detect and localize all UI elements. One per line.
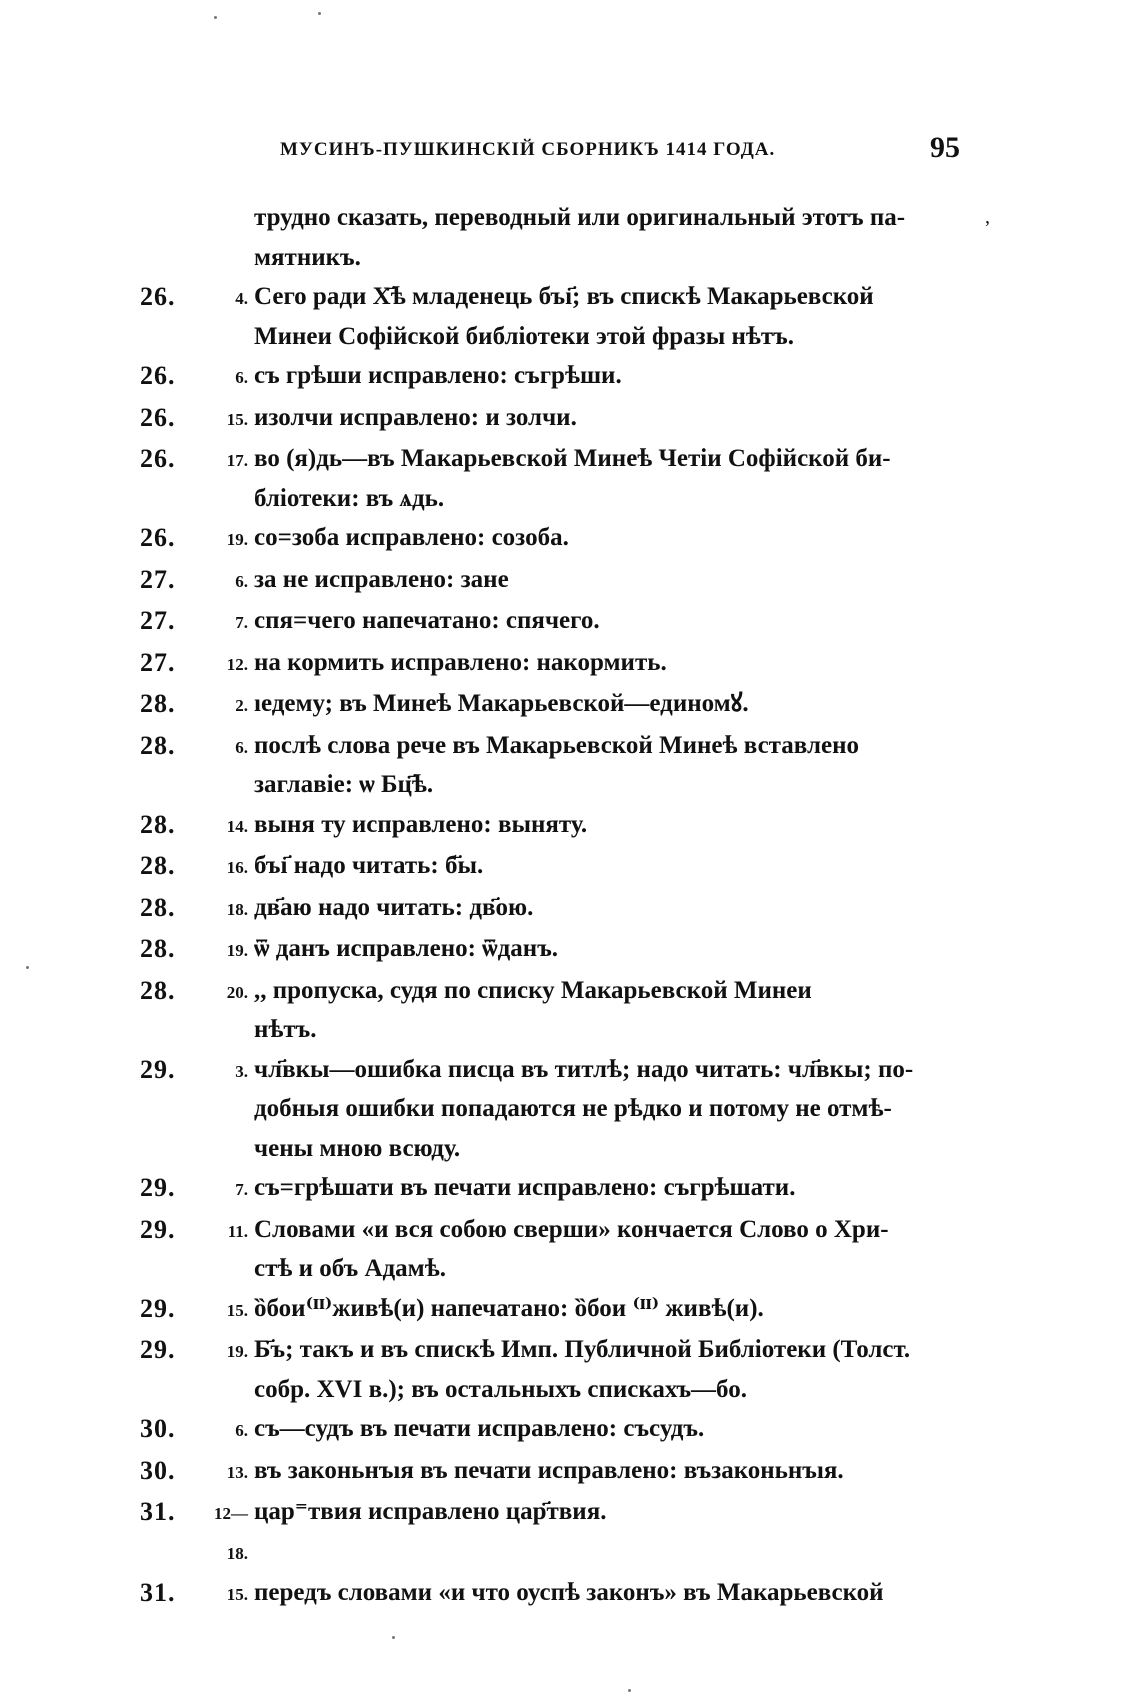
- note-page-ref: 29.: [140, 1173, 176, 1202]
- note-text: съ=грѣшати въ печати исправлено: съгрѣшати.: [254, 1174, 796, 1201]
- note-line-ref: 6.: [235, 368, 248, 387]
- note-text: спя=чего напечатано: спячего.: [254, 607, 600, 634]
- note-page-ref: 26.: [140, 523, 176, 552]
- note-page-ref: 30.: [140, 1455, 176, 1485]
- note-line-ref: 12.: [226, 654, 248, 674]
- note-page-ref: 31.: [140, 1497, 176, 1526]
- note-text: выня ту исправлено: выняту.: [254, 810, 588, 838]
- note-line-ref: 16.: [226, 858, 248, 877]
- scan-speck: [628, 1689, 631, 1692]
- note-page-ref: 28.: [140, 892, 176, 922]
- note-line-ref: 15.: [226, 1300, 248, 1320]
- note-entry: [140, 1168, 970, 1210]
- note-page-ref: 28.: [140, 851, 176, 880]
- note-page-ref: 26.: [140, 361, 176, 390]
- note-line-ref: 11.: [227, 1221, 248, 1241]
- note-text: съ грѣши исправлено: съгрѣши.: [254, 362, 622, 389]
- note-text: Сего ради Х҃ѣ младенець бъı҃; въ спискѣ Макарьевской Минеи Софійской библіотеки этой фразы нѣтъ.: [254, 283, 874, 350]
- note-line-ref: 6.: [235, 1421, 248, 1440]
- note-entry: [140, 929, 970, 971]
- scan-speck: [318, 12, 321, 15]
- note-entry: [140, 1050, 970, 1169]
- note-entry: [140, 1409, 970, 1451]
- note-page-ref: 29.: [140, 1214, 176, 1244]
- note-entry: [140, 1492, 970, 1573]
- note-page-ref: 30.: [140, 1414, 176, 1443]
- note-line-ref: 20.: [226, 982, 248, 1002]
- note-page-ref: 31.: [140, 1578, 176, 1607]
- note-line-ref: 18.: [226, 899, 248, 919]
- note-text: послѣ слова рече въ Макарьевской Минеѣ вставлено заглавіе: ѡ Бц҃ѣ.: [254, 731, 859, 798]
- running-head: [280, 131, 960, 171]
- note-text: дв҃аю надо читать: дв҃ою.: [254, 893, 534, 921]
- note-line-ref: 19.: [226, 941, 248, 960]
- note-entry: [140, 805, 970, 847]
- margin-mark: ,: [985, 206, 990, 228]
- note-page-ref: 29.: [140, 1335, 176, 1364]
- note-line-ref: 2.: [235, 696, 248, 715]
- note-text: чл҃вкы—ошибка писца въ титлѣ; надо читать: чл҃вкы; по- добныя ошибки попадаются не рѣдко и потому не отмѣ- чены мною всюду.: [254, 1055, 914, 1162]
- note-entry: [140, 684, 970, 726]
- scan-speck: [26, 966, 29, 969]
- note-page-ref: 28.: [140, 809, 176, 839]
- scan-speck: [214, 16, 217, 19]
- note-page-ref: 29.: [140, 1293, 176, 1323]
- note-text: на кормить исправлено: накормить.: [254, 648, 667, 676]
- note-text: изолчи исправлено: и золчи.: [254, 403, 577, 431]
- note-line-ref: 6.: [235, 737, 248, 757]
- note-entry: [140, 398, 970, 440]
- page-number: 95: [930, 131, 960, 164]
- note-entry: [140, 1330, 970, 1409]
- note-text: за не исправлено: зане: [254, 565, 509, 593]
- note-text: въ законьнъıя въ печати исправлено: възаконьнъıя.: [254, 1456, 844, 1484]
- note-text: Б҃ъ; такъ и въ спискѣ Имп. Публичной Библіотеки (Толст. собр. XVI в.); въ остальныхъ спискахъ—бо.: [254, 1336, 911, 1403]
- note-text: ȍбои⁽ᴵᴵ⁾живѣ(и) напечатано: ȍбои ⁽ᴵᴵ⁾ живѣ(и).: [254, 1294, 764, 1322]
- note-entry: [140, 971, 970, 1050]
- running-title: МУСИНЪ-ПУШКИНСКІЙ СБОРНИКЪ 1414 ГОДА.: [280, 139, 776, 160]
- note-page-ref: 28.: [140, 730, 176, 760]
- note-entry: [140, 643, 970, 685]
- note-entry: [140, 277, 970, 356]
- scan-speck: [392, 1636, 395, 1639]
- note-text: ѿ данъ исправлено: ѿданъ.: [254, 935, 559, 962]
- note-entry: [140, 1210, 970, 1289]
- note-text: Словами «и вся собою сверши» кончается Слово о Хри- стѣ и объ Адамѣ.: [254, 1215, 889, 1282]
- note-entry: [140, 1451, 970, 1493]
- note-line-ref: 12—18.: [214, 1504, 248, 1563]
- note-page-ref: 28.: [140, 975, 176, 1005]
- note-line-ref: 14.: [226, 816, 248, 836]
- note-page-ref: 27.: [140, 606, 176, 635]
- note-page-ref: 28.: [140, 934, 176, 963]
- note-line-ref: 7.: [235, 1180, 248, 1199]
- note-line-ref: 19.: [226, 1342, 248, 1361]
- note-page-ref: 28.: [140, 689, 176, 718]
- note-line-ref: 7.: [235, 613, 248, 632]
- note-page-ref: 27.: [140, 564, 176, 594]
- note-page-ref: 26.: [140, 402, 176, 432]
- note-entry: [140, 888, 970, 930]
- note-page-ref: 26.: [140, 444, 176, 473]
- note-page-ref: 27.: [140, 647, 176, 677]
- note-entry: [140, 726, 970, 805]
- note-text: ıедему; въ Минеѣ Макарьевской—единомꙋ.: [254, 690, 749, 717]
- note-entry: [140, 518, 970, 560]
- note-line-ref: 6.: [235, 571, 248, 591]
- note-text: ,, пропуска, судя по списку Макарьевской Минеи нѣтъ.: [254, 976, 812, 1043]
- notes-list: [140, 198, 970, 1615]
- note-page-ref: 26.: [140, 282, 176, 311]
- note-text: со=зоба исправлено: созоба.: [254, 524, 569, 551]
- note-line-ref: 19.: [226, 530, 248, 549]
- note-entry: [140, 601, 970, 643]
- note-text: во (я)дь—въ Макарьевской Минеѣ Четіи Софійской би- бліотеки: въ ѧдь.: [254, 445, 891, 512]
- note-text: цар⁼твия исправлено цар҃твия.: [254, 1498, 607, 1525]
- intro-paragraph: [140, 198, 970, 277]
- note-line-ref: 15.: [226, 409, 248, 429]
- note-line-ref: 3.: [235, 1061, 248, 1081]
- note-entry: [140, 846, 970, 888]
- note-entry: [140, 1289, 970, 1331]
- note-entry: [140, 356, 970, 398]
- note-line-ref: 15.: [226, 1585, 248, 1604]
- note-line-ref: 17.: [226, 451, 248, 470]
- note-page-ref: 29.: [140, 1054, 176, 1084]
- note-entry: [140, 560, 970, 602]
- note-entry: [140, 439, 970, 518]
- note-text: передъ словами «и что оуспѣ законъ» въ Макарьевской: [254, 1579, 884, 1606]
- note-entry: [140, 1573, 970, 1615]
- note-text: бъı҃ надо читать: б҃ы.: [254, 852, 484, 879]
- note-text: съ—судъ въ печати исправлено: съсудъ.: [254, 1415, 705, 1442]
- note-line-ref: 13.: [226, 1462, 248, 1482]
- intro-text: трудно сказать, переводный или оригинальный этотъ па- мятникъ.: [254, 204, 906, 271]
- note-line-ref: 4.: [235, 289, 248, 308]
